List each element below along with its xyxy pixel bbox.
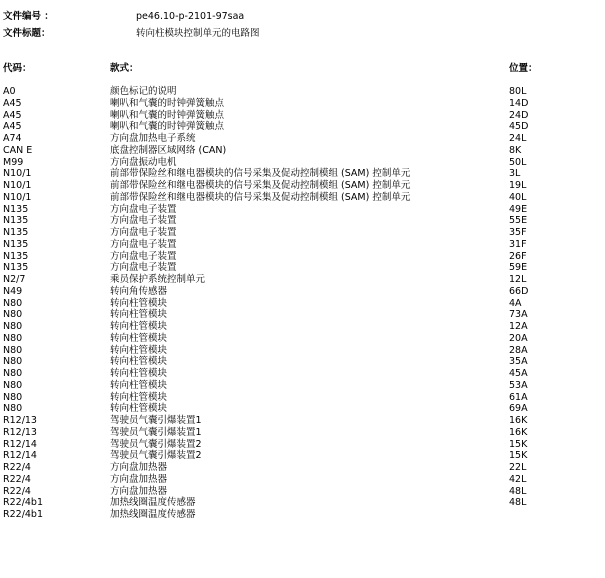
row-code: R22/4 bbox=[3, 462, 31, 473]
column-header-pos: 位置： bbox=[509, 63, 538, 74]
row-description: 驾驶员气囊引爆装置1 bbox=[110, 426, 202, 438]
row-description: 方向盘加热器 bbox=[110, 485, 168, 497]
row-code: N80 bbox=[3, 309, 23, 321]
row-code: N10/1 bbox=[3, 191, 32, 203]
table-row bbox=[0, 497, 605, 509]
table-row bbox=[0, 239, 605, 251]
table-row bbox=[0, 509, 605, 521]
row-code: N135 bbox=[3, 262, 29, 274]
row-position: 3L bbox=[509, 168, 521, 180]
row-code: N80 bbox=[3, 297, 23, 309]
table-row bbox=[0, 380, 605, 392]
table-row bbox=[0, 392, 605, 404]
row-position: 48L bbox=[509, 497, 527, 509]
table-row bbox=[0, 415, 605, 427]
table-row bbox=[0, 192, 605, 204]
row-code: N135 bbox=[3, 203, 29, 215]
table-row bbox=[0, 110, 605, 122]
document-number-label: 文件编号 ： bbox=[3, 11, 54, 22]
row-description: 转向柱管模块 bbox=[110, 332, 168, 344]
row-position: 31F bbox=[509, 238, 527, 250]
row-description: 方向盘加热器 bbox=[110, 462, 168, 473]
column-header-desc: 款式： bbox=[110, 63, 139, 74]
row-description: 驾驶员气囊引爆装置2 bbox=[110, 438, 202, 450]
row-position: 26F bbox=[509, 250, 527, 262]
row-description: 喇叭和气囊的时钟弹簧触点 bbox=[110, 97, 225, 109]
row-position: 22L bbox=[509, 462, 527, 473]
column-header-code: 代码： bbox=[3, 63, 32, 74]
row-description: 转向柱管模块 bbox=[110, 356, 168, 368]
row-code: R12/13 bbox=[3, 426, 37, 438]
row-code: N2/7 bbox=[3, 274, 26, 285]
row-code: N135 bbox=[3, 238, 29, 250]
row-description: 转向柱管模块 bbox=[110, 391, 168, 403]
row-description: 驾驶员气囊引爆装置2 bbox=[110, 450, 202, 462]
row-description: 方向盘加热器 bbox=[110, 473, 168, 485]
row-position: 28A bbox=[509, 344, 528, 356]
row-position: 19L bbox=[509, 180, 527, 191]
row-position: 55E bbox=[509, 215, 528, 227]
table-row bbox=[0, 474, 605, 486]
row-code: A74 bbox=[3, 133, 22, 144]
row-description: 转向柱管模块 bbox=[110, 297, 168, 309]
table-row bbox=[0, 486, 605, 498]
row-position: 15K bbox=[509, 438, 528, 450]
table-row bbox=[0, 204, 605, 216]
row-description: 方向盘电子装置 bbox=[110, 227, 177, 238]
row-code: R22/4 bbox=[3, 485, 31, 497]
table-row bbox=[0, 180, 605, 192]
component-table bbox=[0, 86, 605, 521]
row-code: N10/1 bbox=[3, 180, 32, 191]
row-code: N80 bbox=[3, 321, 23, 332]
row-position: 49E bbox=[509, 203, 528, 215]
table-row bbox=[0, 251, 605, 263]
row-description: 转向柱管模块 bbox=[110, 344, 168, 356]
table-row bbox=[0, 368, 605, 380]
row-position: 16K bbox=[509, 426, 528, 438]
table-row bbox=[0, 133, 605, 145]
row-position: 35F bbox=[509, 227, 527, 238]
row-description: 喇叭和气囊的时钟弹簧触点 bbox=[110, 109, 225, 121]
table-row bbox=[0, 333, 605, 345]
table-row bbox=[0, 168, 605, 180]
row-description: 喇叭和气囊的时钟弹簧触点 bbox=[110, 121, 225, 133]
row-position: 50L bbox=[509, 156, 527, 168]
table-row bbox=[0, 98, 605, 110]
row-code: M99 bbox=[3, 156, 24, 168]
row-description: 加热线圈温度传感器 bbox=[110, 497, 196, 509]
row-description: 转向柱管模块 bbox=[110, 309, 168, 321]
row-code: N80 bbox=[3, 391, 23, 403]
row-code: A45 bbox=[3, 109, 22, 121]
table-row bbox=[0, 274, 605, 286]
row-description: 方向盘电子装置 bbox=[110, 215, 177, 227]
row-description: 转向柱管模块 bbox=[110, 379, 168, 391]
row-position: 16K bbox=[509, 415, 528, 426]
table-row bbox=[0, 462, 605, 474]
row-description: 方向盘电子装置 bbox=[110, 238, 177, 250]
row-position: 35A bbox=[509, 356, 528, 368]
row-position: 14D bbox=[509, 97, 529, 109]
table-row bbox=[0, 227, 605, 239]
table-row bbox=[0, 286, 605, 298]
row-code: R22/4b1 bbox=[3, 509, 44, 520]
row-position: 66D bbox=[509, 285, 529, 297]
row-code: R12/14 bbox=[3, 450, 37, 462]
row-code: A45 bbox=[3, 121, 22, 133]
table-row bbox=[0, 145, 605, 157]
row-description: 方向盘电子装置 bbox=[110, 262, 177, 274]
row-code: R12/13 bbox=[3, 415, 37, 426]
row-position: 20A bbox=[509, 332, 528, 344]
row-code: N80 bbox=[3, 332, 23, 344]
row-code: N80 bbox=[3, 344, 23, 356]
row-code: N80 bbox=[3, 379, 23, 391]
row-code: A45 bbox=[3, 97, 22, 109]
row-position: 59E bbox=[509, 262, 528, 274]
table-row bbox=[0, 262, 605, 274]
document-title-label: 文件标题： bbox=[3, 28, 51, 39]
table-row bbox=[0, 403, 605, 415]
table-row bbox=[0, 298, 605, 310]
row-position: 4A bbox=[509, 297, 522, 309]
row-position: 15K bbox=[509, 450, 528, 462]
row-description: 颜色标记的说明 bbox=[110, 86, 177, 97]
row-code: N80 bbox=[3, 368, 23, 379]
table-row bbox=[0, 450, 605, 462]
row-code: N80 bbox=[3, 356, 23, 368]
row-position: 12L bbox=[509, 274, 527, 285]
row-description: 乘员保护系统控制单元 bbox=[110, 274, 206, 285]
document-title-value: 转向柱模块控制单元的电路图 bbox=[136, 28, 260, 39]
row-position: 53A bbox=[509, 379, 528, 391]
table-row bbox=[0, 427, 605, 439]
row-position: 73A bbox=[509, 309, 528, 321]
table-row bbox=[0, 321, 605, 333]
table-row bbox=[0, 345, 605, 357]
row-description: 方向盘电子装置 bbox=[110, 250, 177, 262]
row-code: N135 bbox=[3, 227, 29, 238]
row-code: A0 bbox=[3, 86, 16, 97]
table-row bbox=[0, 86, 605, 98]
row-description: 驾驶员气囊引爆装置1 bbox=[110, 415, 202, 426]
row-description: 加热线圈温度传感器 bbox=[110, 509, 196, 520]
row-code: CAN E bbox=[3, 144, 33, 156]
row-description: 转向角传感器 bbox=[110, 285, 168, 297]
table-row bbox=[0, 439, 605, 451]
row-code: N135 bbox=[3, 215, 29, 227]
row-code: N135 bbox=[3, 250, 29, 262]
row-description: 转向柱管模块 bbox=[110, 403, 168, 415]
row-code: R22/4 bbox=[3, 473, 31, 485]
row-position: 8K bbox=[509, 144, 522, 156]
table-row bbox=[0, 121, 605, 133]
table-row bbox=[0, 309, 605, 321]
table-row bbox=[0, 157, 605, 169]
row-code: N80 bbox=[3, 403, 23, 415]
row-position: 80L bbox=[509, 86, 527, 97]
row-description: 方向盘加热电子系统 bbox=[110, 133, 196, 144]
row-position: 45D bbox=[509, 121, 529, 133]
row-position: 69A bbox=[509, 403, 528, 415]
row-position: 24L bbox=[509, 133, 527, 144]
row-position: 12A bbox=[509, 321, 528, 332]
row-position: 45A bbox=[509, 368, 528, 379]
row-position: 40L bbox=[509, 191, 527, 203]
row-code: R12/14 bbox=[3, 438, 37, 450]
row-description: 方向盘电子装置 bbox=[110, 203, 177, 215]
row-position: 61A bbox=[509, 391, 528, 403]
row-code: N10/1 bbox=[3, 168, 32, 180]
row-description: 转向柱管模块 bbox=[110, 321, 168, 332]
row-position: 42L bbox=[509, 473, 527, 485]
row-position: 24D bbox=[509, 109, 529, 121]
row-description: 前部带保险丝和继电器模块的信号采集及促动控制模组 (SAM) 控制单元 bbox=[110, 191, 411, 203]
table-row bbox=[0, 215, 605, 227]
row-code: R22/4b1 bbox=[3, 497, 44, 509]
row-description: 前部带保险丝和继电器模块的信号采集及促动控制模组 (SAM) 控制单元 bbox=[110, 180, 411, 191]
row-position: 48L bbox=[509, 485, 527, 497]
row-code: N49 bbox=[3, 285, 23, 297]
row-description: 方向盘振动电机 bbox=[110, 156, 177, 168]
table-row bbox=[0, 356, 605, 368]
document-number-value: pe46.10-p-2101-97saa bbox=[136, 11, 245, 22]
row-description: 转向柱管模块 bbox=[110, 368, 168, 379]
row-description: 底盘控制器区域网络 (CAN) bbox=[110, 144, 227, 156]
row-description: 前部带保险丝和继电器模块的信号采集及促动控制模组 (SAM) 控制单元 bbox=[110, 168, 411, 180]
